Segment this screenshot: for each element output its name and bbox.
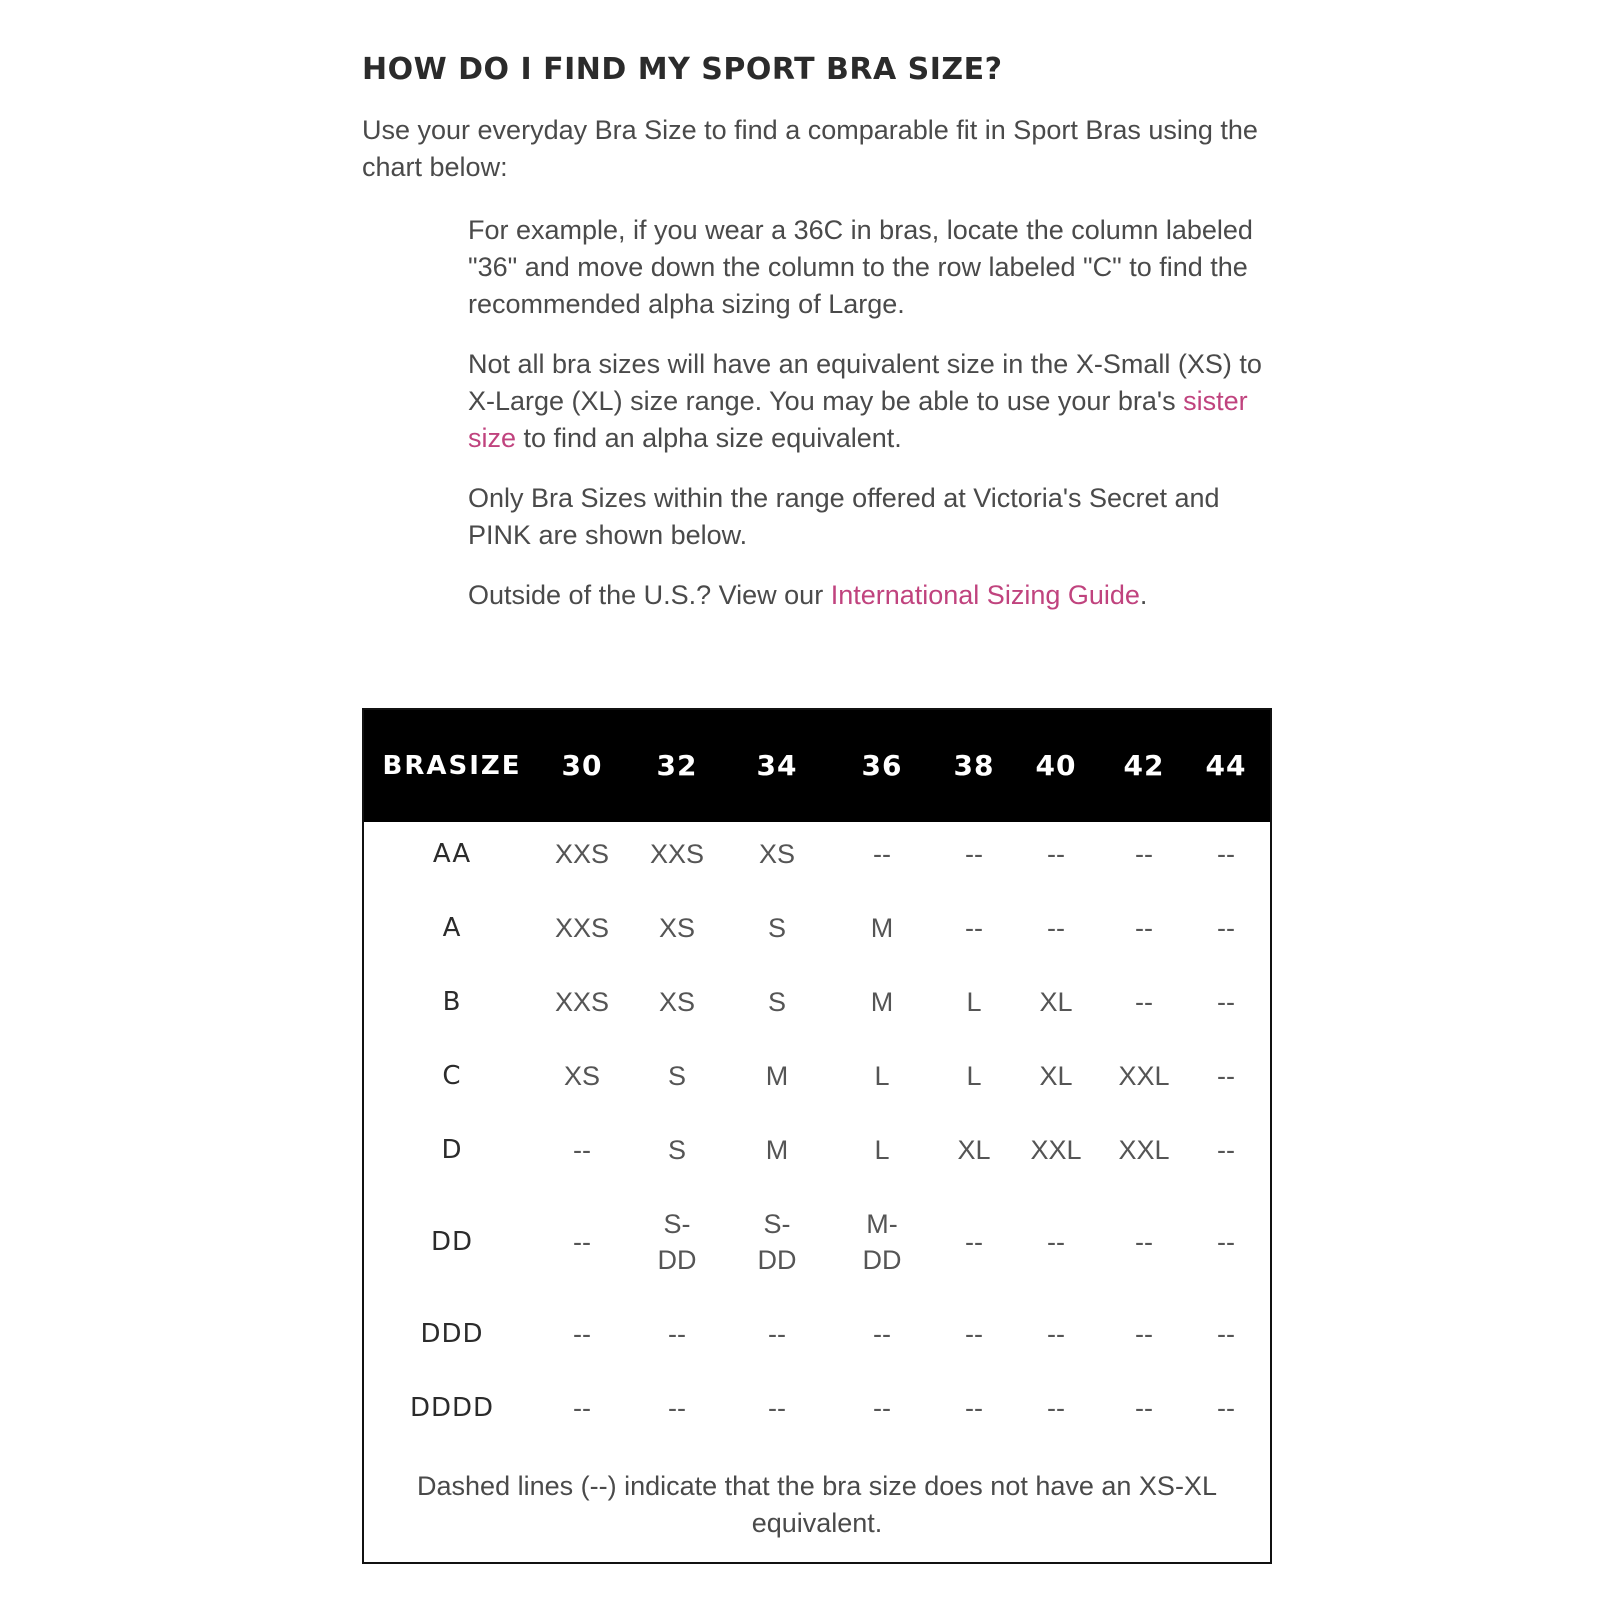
table-cell: S	[767, 987, 786, 1017]
table-cell: M	[870, 987, 894, 1017]
table-cell: XS	[758, 839, 796, 869]
international-sizing-guide-link[interactable]: International Sizing Guide	[830, 580, 1140, 610]
table-cell: --	[1217, 913, 1235, 943]
header-bra-size-word: SIZE	[448, 751, 522, 781]
table-cell: --	[1217, 1393, 1235, 1423]
table-row	[364, 893, 1270, 963]
table-cell: --	[1217, 1227, 1235, 1257]
table-cell: XXL	[1030, 1135, 1082, 1165]
table-cell: --	[1047, 1227, 1065, 1257]
table-cell: --	[1047, 1319, 1065, 1349]
table-cell: --	[965, 1227, 983, 1257]
table-cell: XXS	[554, 839, 610, 869]
table-cell: --	[1217, 839, 1235, 869]
table-cell: XXL	[1118, 1135, 1170, 1165]
table-cell: --	[1135, 987, 1153, 1017]
sister-size-before: Not all bra sizes will have an equivalent size in the X-Small (XS) to X-Large (XL) size range. You may be able to use your bra's	[468, 349, 1262, 416]
table-cell: L	[874, 1135, 890, 1165]
header-band-36: 36	[861, 749, 903, 782]
table-cell: XS	[658, 987, 696, 1017]
table-cell: XXL	[1118, 1061, 1170, 1091]
row-header-cup: A	[442, 913, 462, 943]
header-band-44: 44	[1205, 749, 1247, 782]
row-header-cup: AA	[432, 839, 472, 869]
content	[362, 48, 1282, 637]
row-header-cup: B	[442, 987, 462, 1017]
row-header-cup: D	[441, 1135, 463, 1165]
header-band-34: 34	[756, 749, 798, 782]
table-cell: --	[965, 839, 983, 869]
table-cell: --	[1135, 1227, 1153, 1257]
size-chart-table	[362, 708, 1272, 1564]
table-footnote	[364, 1468, 1270, 1542]
header-band-42: 42	[1123, 749, 1165, 782]
table-cell: --	[965, 913, 983, 943]
table-cell: XS	[563, 1061, 601, 1091]
table-cell: M- DD	[862, 1209, 902, 1275]
table-cell: --	[573, 1319, 591, 1349]
table-cell: --	[1217, 1319, 1235, 1349]
table-cell: --	[768, 1393, 786, 1423]
table-cell: S- DD	[757, 1209, 797, 1275]
header-band-38: 38	[953, 749, 995, 782]
international-text	[468, 577, 1268, 614]
table-cell: S	[667, 1135, 686, 1165]
example-text: For example, if you wear a 36C in bras, locate the column labeled "36" and move down the column to the row labeled "C" to find the recommended alpha sizing of Large.	[468, 215, 1253, 319]
table-cell: L	[874, 1061, 890, 1091]
table-cell: --	[668, 1393, 686, 1423]
table-cell: --	[668, 1319, 686, 1349]
row-header-cup: C	[442, 1061, 462, 1091]
table-cell: --	[965, 1393, 983, 1423]
table-header	[364, 710, 1270, 822]
sister-size-text	[468, 346, 1268, 457]
table-row	[364, 1373, 1270, 1443]
table-cell: M	[765, 1061, 789, 1091]
intro-text: Use your everyday Bra Size to find a comparable fit in Sport Bras using the chart below:	[362, 115, 1258, 182]
row-header-cup: DDD	[420, 1319, 484, 1349]
table-cell: XL	[1039, 1061, 1073, 1091]
table-cell: L	[966, 1061, 982, 1091]
range-note-text: Only Bra Sizes within the range offered at Victoria's Secret and PINK are shown below.	[468, 483, 1220, 550]
footnote-text: Dashed lines (--) indicate that the bra size does not have an XS-XL equivalent.	[417, 1471, 1217, 1538]
table-cell: XXS	[554, 913, 610, 943]
table-cell: --	[768, 1319, 786, 1349]
table-cell: --	[573, 1135, 591, 1165]
table-cell: --	[873, 839, 891, 869]
table-cell: --	[573, 1227, 591, 1257]
table-cell: XXS	[649, 839, 705, 869]
table-cell: --	[1135, 1393, 1153, 1423]
table-cell: --	[1217, 987, 1235, 1017]
table-cell: XL	[957, 1135, 991, 1165]
table-cell: --	[1217, 1061, 1235, 1091]
table-row	[364, 1192, 1270, 1292]
instructions	[468, 212, 1268, 614]
table-row	[364, 1299, 1270, 1369]
page-title: HOW DO I FIND MY SPORT BRA SIZE?	[362, 52, 1003, 87]
sister-size-link[interactable]: sister size	[468, 386, 1248, 453]
sister-size-after: to find an alpha size equivalent.	[516, 423, 902, 453]
table-cell: --	[1135, 839, 1153, 869]
table-cell: XS	[658, 913, 696, 943]
table-cell: --	[1135, 1319, 1153, 1349]
header-bra-size-word: BRA	[382, 751, 449, 781]
table-cell: --	[1217, 1135, 1235, 1165]
table-cell: --	[965, 1319, 983, 1349]
table-cell: --	[1047, 913, 1065, 943]
header-band-32: 32	[656, 749, 698, 782]
table-cell: M	[870, 913, 894, 943]
table-cell: --	[1047, 839, 1065, 869]
table-row	[364, 1115, 1270, 1185]
table-cell: XXS	[554, 987, 610, 1017]
row-header-cup: DDDD	[409, 1393, 495, 1423]
table-cell: S	[667, 1061, 686, 1091]
table-row	[364, 819, 1270, 889]
row-header-cup: DD	[430, 1227, 474, 1257]
table-cell: S- DD	[657, 1209, 697, 1275]
table-cell: M	[765, 1135, 789, 1165]
international-after: .	[1139, 580, 1148, 610]
table-cell: S	[767, 913, 786, 943]
table-cell: --	[1135, 913, 1153, 943]
header-band-40: 40	[1035, 749, 1077, 782]
table-cell: --	[573, 1393, 591, 1423]
header-band-30: 30	[561, 749, 603, 782]
header-bra-size	[382, 710, 522, 822]
table-cell: --	[873, 1319, 891, 1349]
table-cell: --	[1047, 1393, 1065, 1423]
table-cell: XL	[1039, 987, 1073, 1017]
table-cell: --	[873, 1393, 891, 1423]
table-cell: L	[966, 987, 982, 1017]
table-row	[364, 967, 1270, 1037]
table-row	[364, 1041, 1270, 1111]
international-before: Outside of the U.S.? View our	[468, 580, 831, 610]
